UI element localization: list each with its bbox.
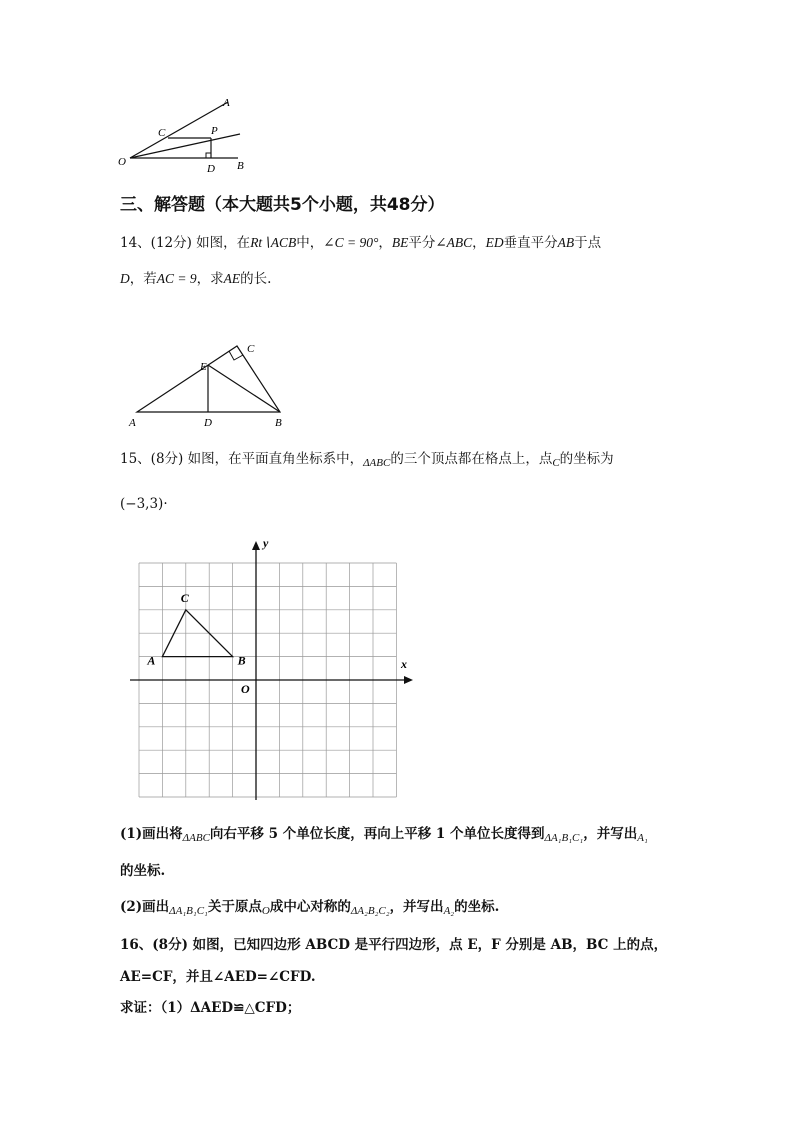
tri-label-b: B xyxy=(275,417,282,429)
grid-label-o: O xyxy=(241,682,250,696)
label-p: P xyxy=(211,125,218,137)
q15-line1: 15、(8分) 如图，在平面直角坐标系中，$_{\Delta ABC}$的三个顶点都在格点上，点$_C$的坐标为 xyxy=(120,451,614,469)
coordinate-grid xyxy=(125,535,425,805)
label-d: D xyxy=(207,163,215,175)
label-a: A xyxy=(223,97,230,109)
section-title: 三、解答题（本大题共5个小题，共48分） xyxy=(120,195,445,215)
x-axis-arrow xyxy=(404,676,413,684)
grid-label-y: y xyxy=(263,536,269,550)
grid-label-b: B xyxy=(237,653,246,668)
label-o: O xyxy=(118,156,126,168)
q15-part1: (1)画出将$_{\Delta ABC}$向右平移 5 个单位长度，再向上平移 1 个单位长度得到$_{\Delta A_1B_1C_1}$，并写出$_{A_1}$ xyxy=(120,826,648,844)
angle-figure xyxy=(110,92,260,182)
tri-label-e: E xyxy=(200,361,207,373)
tri-label-a: A xyxy=(129,417,136,429)
q15-coord: (−3,3)· xyxy=(120,496,168,512)
q14-line1: 14、(12分) 如图，在Rt∖ACB中，∠C = 90°，BE平分∠ABC，ED垂直平分AB于点 xyxy=(120,235,602,251)
tri-label-c: C xyxy=(247,343,255,355)
grid-label-c: C xyxy=(180,590,189,605)
q16-line1: 16、(8分) 如图，已知四边形 ABCD 是平行四边形，点 E，F 分别是 AB，BC 上的点， xyxy=(120,937,668,953)
label-c: C xyxy=(158,127,166,139)
q15-part1-cont: 的坐标. xyxy=(120,863,166,879)
q16-line2: AE=CF，并且∠AED=∠CFD. xyxy=(120,969,316,985)
q16-line3: 求证：（1）ΔAED≌△CFD； xyxy=(120,1000,301,1016)
y-axis-arrow xyxy=(252,541,260,550)
label-b: B xyxy=(237,160,244,172)
grid-label-a: A xyxy=(147,653,156,668)
q14-line2: D，若AC = 9，求AE的长. xyxy=(120,271,272,287)
triangle-figure xyxy=(125,338,295,433)
tri-label-d: D xyxy=(204,417,212,429)
axes xyxy=(130,541,413,800)
grid-label-x: x xyxy=(401,657,407,671)
q15-part2: (2)画出$_{\Delta A_1B_1C_1}$关于原点$_O$成中心对称的$_{\Delta A_2B_2C_2}$，并写出$_{A_2}$的坐标. xyxy=(120,899,500,917)
